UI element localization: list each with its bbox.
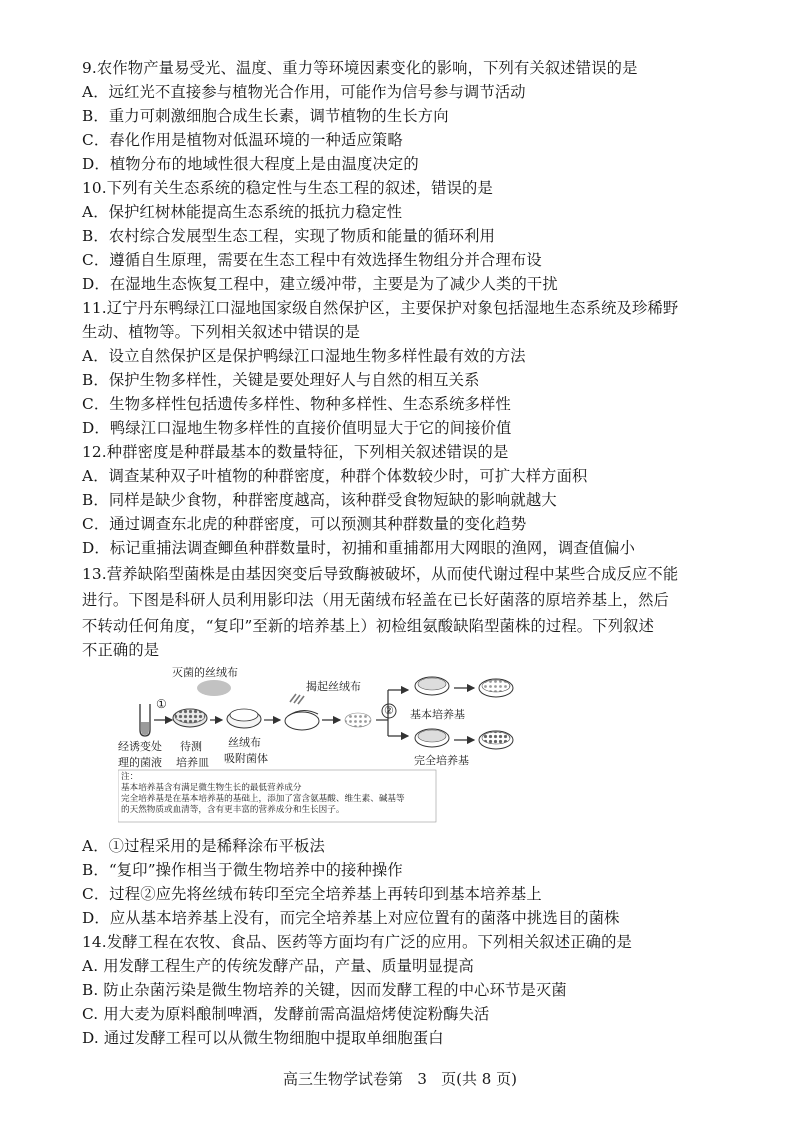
q13-stem-line1: 13.营养缺陷型菌株是由基因突变后导致酶被破坏，从而使代谢过程中某些合成反应不能 [82,565,679,583]
label-cloth-1: 丝绒布 [228,736,261,749]
q14-option-d: D. 通过发酵工程可以从微生物细胞中提取单细胞蛋白 [82,1029,444,1047]
label-cloth-2: 吸附菌体 [224,752,268,765]
q12-stem: 12.种群密度是种群最基本的数量特征，下列相关叙述错误的是 [82,443,509,461]
q13-option-d: D．应从基本培养基上没有，而完全培养基上对应位置有的菌落中挑选目的菌株 [82,909,620,927]
test-tube-icon [140,704,150,736]
q12-option-a: A．调查某种双子叶植物的种群密度，种群个体数较少时，可扩大样方面积 [82,467,588,485]
basic-medium-result-icon [479,679,513,697]
label-complete-medium: 完全培养基 [414,754,469,767]
note-line-3: 的天然物质或血清等，含有更丰富的营养成分和生长因子。 [121,805,345,815]
lift-cloth-icon [285,694,319,730]
cloth-plate-icon [227,709,261,728]
complete-medium-plate-icon [415,729,449,747]
label-velvet-cloth: 灭菌的丝绒布 [172,666,238,679]
q13-option-c: C．过程②应先将丝绒布转印至完全培养基上再转印到基本培养基上 [82,885,542,903]
note-line-1: 基本培养基含有满足微生物生长的最低营养成分 [121,783,302,793]
q12-option-c: C．通过调查东北虎的种群密度，可以预测其种群数量的变化趋势 [82,515,527,533]
q14-option-c: C. 用大麦为原料酿制啤酒，发酵前需高温焙烤使淀粉酶失活 [82,1005,490,1023]
label-mutagen-1: 经诱变处 [118,740,162,753]
q13-stem-line4: 不正确的是 [82,641,160,659]
q10-option-b: B．农村综合发展型生态工程，实现了物质和能量的循环利用 [82,227,496,245]
q13-stem-line3: 不转动任何角度，“复印”至新的培养基上）初检组氨酸缺陷型菌株的过程。下列叙述 [82,617,655,635]
replica-plating-figure [118,664,578,824]
q11-option-c: C．生物多样性包括遗传多样性、物种多样性、生态系统多样性 [82,395,511,413]
q10-option-c: C．遵循自生原理，需要在生态工程中有效选择生物组分并合理布设 [82,251,542,269]
q13-stem-line2: 进行。下图是科研人员利用影印法（用无菌绒布轻盖在已长好菌落的原培养基上，然后 [82,591,669,609]
step2-marker-label: ② [384,704,394,717]
q14-option-a: A. 用发酵工程生产的传统发酵产品，产量、质量明显提高 [82,957,474,975]
label-basic-medium: 基本培养基 [410,708,465,721]
q14-stem: 14.发酵工程在农牧、食品、医药等方面均有广泛的应用。下列相关叙述正确的是 [82,933,632,951]
q11-stem-line1: 11.辽宁丹东鸭绿江口湿地国家级自然保护区，主要保护对象包括湿地生态系统及珍稀野 [82,299,679,317]
label-plate-2: 培养皿 [176,756,209,769]
label-mutagen-2: 理的菌液 [118,756,162,769]
q11-option-a: A．设立自然保护区是保护鸭绿江口湿地生物多样性最有效的方法 [82,347,526,365]
complete-medium-result-icon [479,731,513,749]
q9-option-b: B．重力可刺激细胞合成生长素，调节植物的生长方向 [82,107,449,125]
note-heading: 注： [121,772,139,782]
q13-option-b: B．“复印”操作相当于微生物培养中的接种操作 [82,861,403,879]
basic-medium-plate-icon [415,677,449,695]
q9-stem: 9.农作物产量易受光、温度、重力等环境因素变化的影响，下列有关叙述错误的是 [82,59,638,77]
page-footer: 高三生物学试卷第 3 页(共 8 页) [283,1070,517,1088]
label-lift-cloth: 揭起丝绒布 [306,680,361,693]
q9-option-c: C．春化作用是植物对低温环境的一种适应策略 [82,131,403,149]
label-plate-1: 待测 [180,740,202,753]
q11-stem-line2: 生动、植物等。下列相关叙述中错误的是 [82,323,361,341]
q9-option-d: D．植物分布的地域性很大程度上是由温度决定的 [82,155,419,173]
q10-option-a: A．保护红树林能提高生态系统的抵抗力稳定性 [82,203,403,221]
q10-option-d: D．在湿地生态恢复工程中，建立缓冲带，主要是为了减少人类的干扰 [82,275,558,293]
q13-option-a: A．①过程采用的是稀释涂布平板法 [82,837,325,855]
note-line-2: 完全培养基是在基本培养基的基础上，添加了富含氨基酸、维生素、碱基等 [121,794,405,804]
q14-option-b: B. 防止杂菌污染是微生物培养的关键，因而发酵工程的中心环节是灭菌 [82,981,567,999]
velvet-colonies-icon [345,713,371,727]
q9-option-a: A．远红光不直接参与植物光合作用，可能作为信号参与调节活动 [82,83,526,101]
q12-option-d: D．标记重捕法调查鲫鱼种群数量时，初捕和重捕都用大网眼的渔网，调查值偏小 [82,539,636,557]
q11-option-b: B．保护生物多样性，关键是要处理好人与自然的相互关系 [82,371,480,389]
q10-stem: 10.下列有关生态系统的稳定性与生态工程的叙述，错误的是 [82,179,493,197]
velvet-cloth-icon [197,680,231,696]
q11-option-d: D．鸭绿江口湿地生物多样性的直接价值明显大于它的间接价值 [82,419,512,437]
test-plate-icon [173,709,207,727]
q12-option-b: B．同样是缺少食物，种群密度越高，该种群受食物短缺的影响就越大 [82,491,557,509]
step1-marker-label: ① [156,697,167,711]
